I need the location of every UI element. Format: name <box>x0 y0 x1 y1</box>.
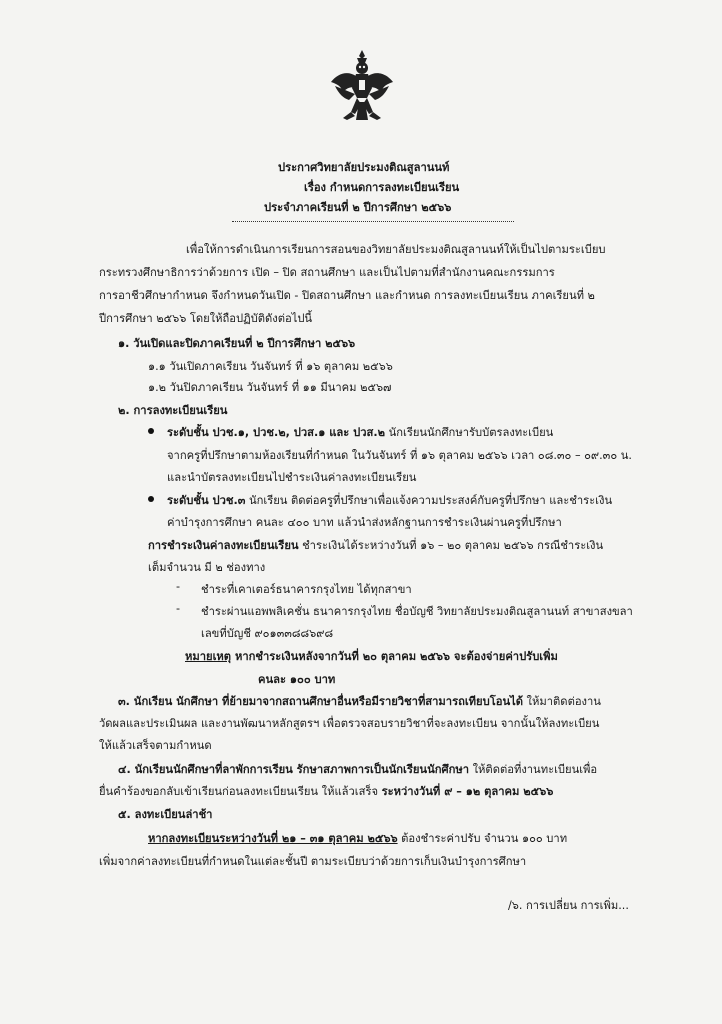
payment-line: เต็มจำนวน มี ๒ ช่องทาง <box>148 561 266 574</box>
section-4-line <box>118 760 597 778</box>
bullet-2-line <box>167 491 612 509</box>
section-2-heading: ๒. การลงทะเบียนเรียน <box>118 404 228 417</box>
payment-text: ชำระเงินได้ระหว่างวันที่ ๑๖ – ๒๐ ตุลาคม ๒๕๖๖ กรณีชำระเงิน <box>298 539 604 552</box>
late-registration-dates: หากลงทะเบียนระหว่างวันที่ ๒๑ – ๓๑ ตุลาคม ๒๕๖๖ <box>148 832 398 845</box>
section-1-item: ๑.๑ วันเปิดภาคเรียน วันจันทร์ ที่ ๑๖ ตุลาคม ๒๕๖๖ <box>148 360 393 373</box>
section-3-line: วัดผลและประเมินผล และงานพัฒนาหลักสูตรฯ เพื่อตรวจสอบรายวิชาที่จะลงทะเบียน จากนั้นให้ลงทะเบียน <box>99 717 600 730</box>
intro-line: การอาชีวศึกษากำหนด จึงกำหนดวันเปิด - ปิดสถานศึกษา และกำหนด การลงทะเบียนเรียน ภาคเรียนที่ ๒ <box>99 289 595 302</box>
section-3-text: ให้มาติดต่องาน <box>522 695 601 708</box>
bullet-icon <box>148 428 154 434</box>
section-3-line <box>118 692 601 710</box>
document-subject: เรื่อง กำหนดการลงทะเบียนเรียน <box>304 181 460 194</box>
section-1-heading: ๑. วันเปิดและปิดภาคเรียนที่ ๒ ปีการศึกษา ๒๕๖๖ <box>118 337 356 350</box>
section-5-heading: ๕. ลงทะเบียนล่าช้า <box>118 808 213 821</box>
section-4-heading: ๔. นักเรียนนักศึกษาที่ลาพักการเรียน รักษาสภาพการเป็นนักเรียนนักศึกษา <box>118 763 470 776</box>
intro-line: กระทรวงศึกษาธิการว่าด้วยการ เปิด – ปิด สถานศึกษา และเป็นไปตามที่สำนักงานคณะกรรมการ <box>99 266 555 279</box>
header-divider <box>232 221 514 222</box>
dash-icon: - <box>176 602 181 615</box>
bullet-1-line: และนำบัตรลงทะเบียนไปชำระเงินค่าลงทะเบียนเรียน <box>167 471 417 484</box>
intro-line: ปีการศึกษา ๒๕๖๖ โดยให้ถือปฏิบัติดังต่อไปนี้ <box>99 312 313 325</box>
bullet-2-text: นักเรียน ติดต่อครูที่ปรึกษาเพื่อแจ้งความประสงค์กับครูที่ปรึกษา และชำระเงิน <box>245 494 613 507</box>
section-3-heading: ๓. นักเรียน นักศึกษา ที่ย้ายมาจากสถานศึกษาอื่นหรือมีรายวิชาที่สามารถเทียบโอนได้ <box>118 695 523 708</box>
note-line <box>185 647 558 665</box>
bullet-1-line: จากครูที่ปรึกษาตามห้องเรียนที่กำหนด ในวันจันทร์ ที่ ๑๖ ตุลาคม ๒๕๖๖ เวลา ๐๘.๓๐ – ๐๙.๓๐ น. <box>167 449 632 462</box>
section-5-line <box>148 829 567 847</box>
payment-channel: ชำระที่เคาเตอร์ธนาคารกรุงไทย ได้ทุกสาขา <box>201 583 412 596</box>
note-label: หมายเหตุ <box>185 650 232 663</box>
section-4-line <box>99 782 553 800</box>
section-4-text: ยื่นคำร้องขอกลับเข้าเรียนก่อนลงทะเบียนเรียน ให้แล้วเสร็จ <box>99 785 382 798</box>
section-4-text: ให้ติดต่อที่งานทะเบียนเพื่อ <box>469 763 598 776</box>
bullet-1-text: นักเรียนนักศึกษารับบัตรลงทะเบียน <box>385 426 554 439</box>
bullet-1-line <box>167 423 553 441</box>
section-5-line: เพิ่มจากค่าลงทะเบียนที่กำหนดในแต่ละชั้นปี ตามระเบียบว่าด้วยการเก็บเงินบำรุงการศึกษา <box>99 855 527 868</box>
note-line: คนละ ๑๐๐ บาท <box>258 673 336 686</box>
document-title: ประกาศวิทยาลัยประมงติณสูลานนท์ <box>278 161 450 174</box>
section-4-dates: ระหว่างวันที่ ๙ – ๑๒ ตุลาคม ๒๕๖๖ <box>381 785 554 798</box>
payment-line <box>148 536 603 554</box>
payment-channel: ชำระผ่านแอพพลิเคชั่น ธนาคารกรุงไทย ชื่อบัญชี วิทยาลัยประมงติณสูลานนท์ สาขาสงขลา <box>201 605 633 618</box>
intro-line: เพื่อให้การดำเนินการเรียนการสอนของวิทยาลัยประมงติณสูลานนท์ให้เป็นไปตามระเบียบ <box>186 243 606 256</box>
account-number: เลขที่บัญชี ๙๐๑๓๓๘๘๖๙๘ <box>201 627 334 640</box>
bullet-1-level: ระดับชั้น ปวช.๑, ปวช.๒, ปวส.๑ และ ปวส.๒ <box>167 426 386 439</box>
bullet-icon <box>148 496 154 502</box>
garuda-emblem-icon <box>329 48 395 126</box>
continued-marker: /๖. การเปลี่ยน การเพิ่ม... <box>508 899 629 912</box>
document-semester: ประจำภาคเรียนที่ ๒ ปีการศึกษา ๒๕๖๖ <box>264 201 452 214</box>
dash-icon: - <box>176 580 181 593</box>
section-1-item: ๑.๒ วันปิดภาคเรียน วันจันทร์ ที่ ๑๑ มีนาคม ๒๕๖๗ <box>148 381 392 394</box>
bullet-2-line: ค่าบำรุงการศึกษา คนละ ๔๐๐ บาท แล้วนำส่งหลักฐานการชำระเงินผ่านครูที่ปรึกษา <box>167 516 562 529</box>
bullet-2-level: ระดับชั้น ปวช.๓ <box>167 494 246 507</box>
note-text: หากชำระเงินหลังจากวันที่ ๒๐ ตุลาคม ๒๕๖๖ จะต้องจ่ายค่าปรับเพิ่ม <box>231 650 558 663</box>
late-registration-fee: ต้องชำระค่าปรับ จำนวน ๑๐๐ บาท <box>397 832 568 845</box>
section-3-line: ให้แล้วเสร็จตามกำหนด <box>99 739 212 752</box>
payment-label: การชำระเงินค่าลงทะเบียนเรียน <box>148 539 299 552</box>
